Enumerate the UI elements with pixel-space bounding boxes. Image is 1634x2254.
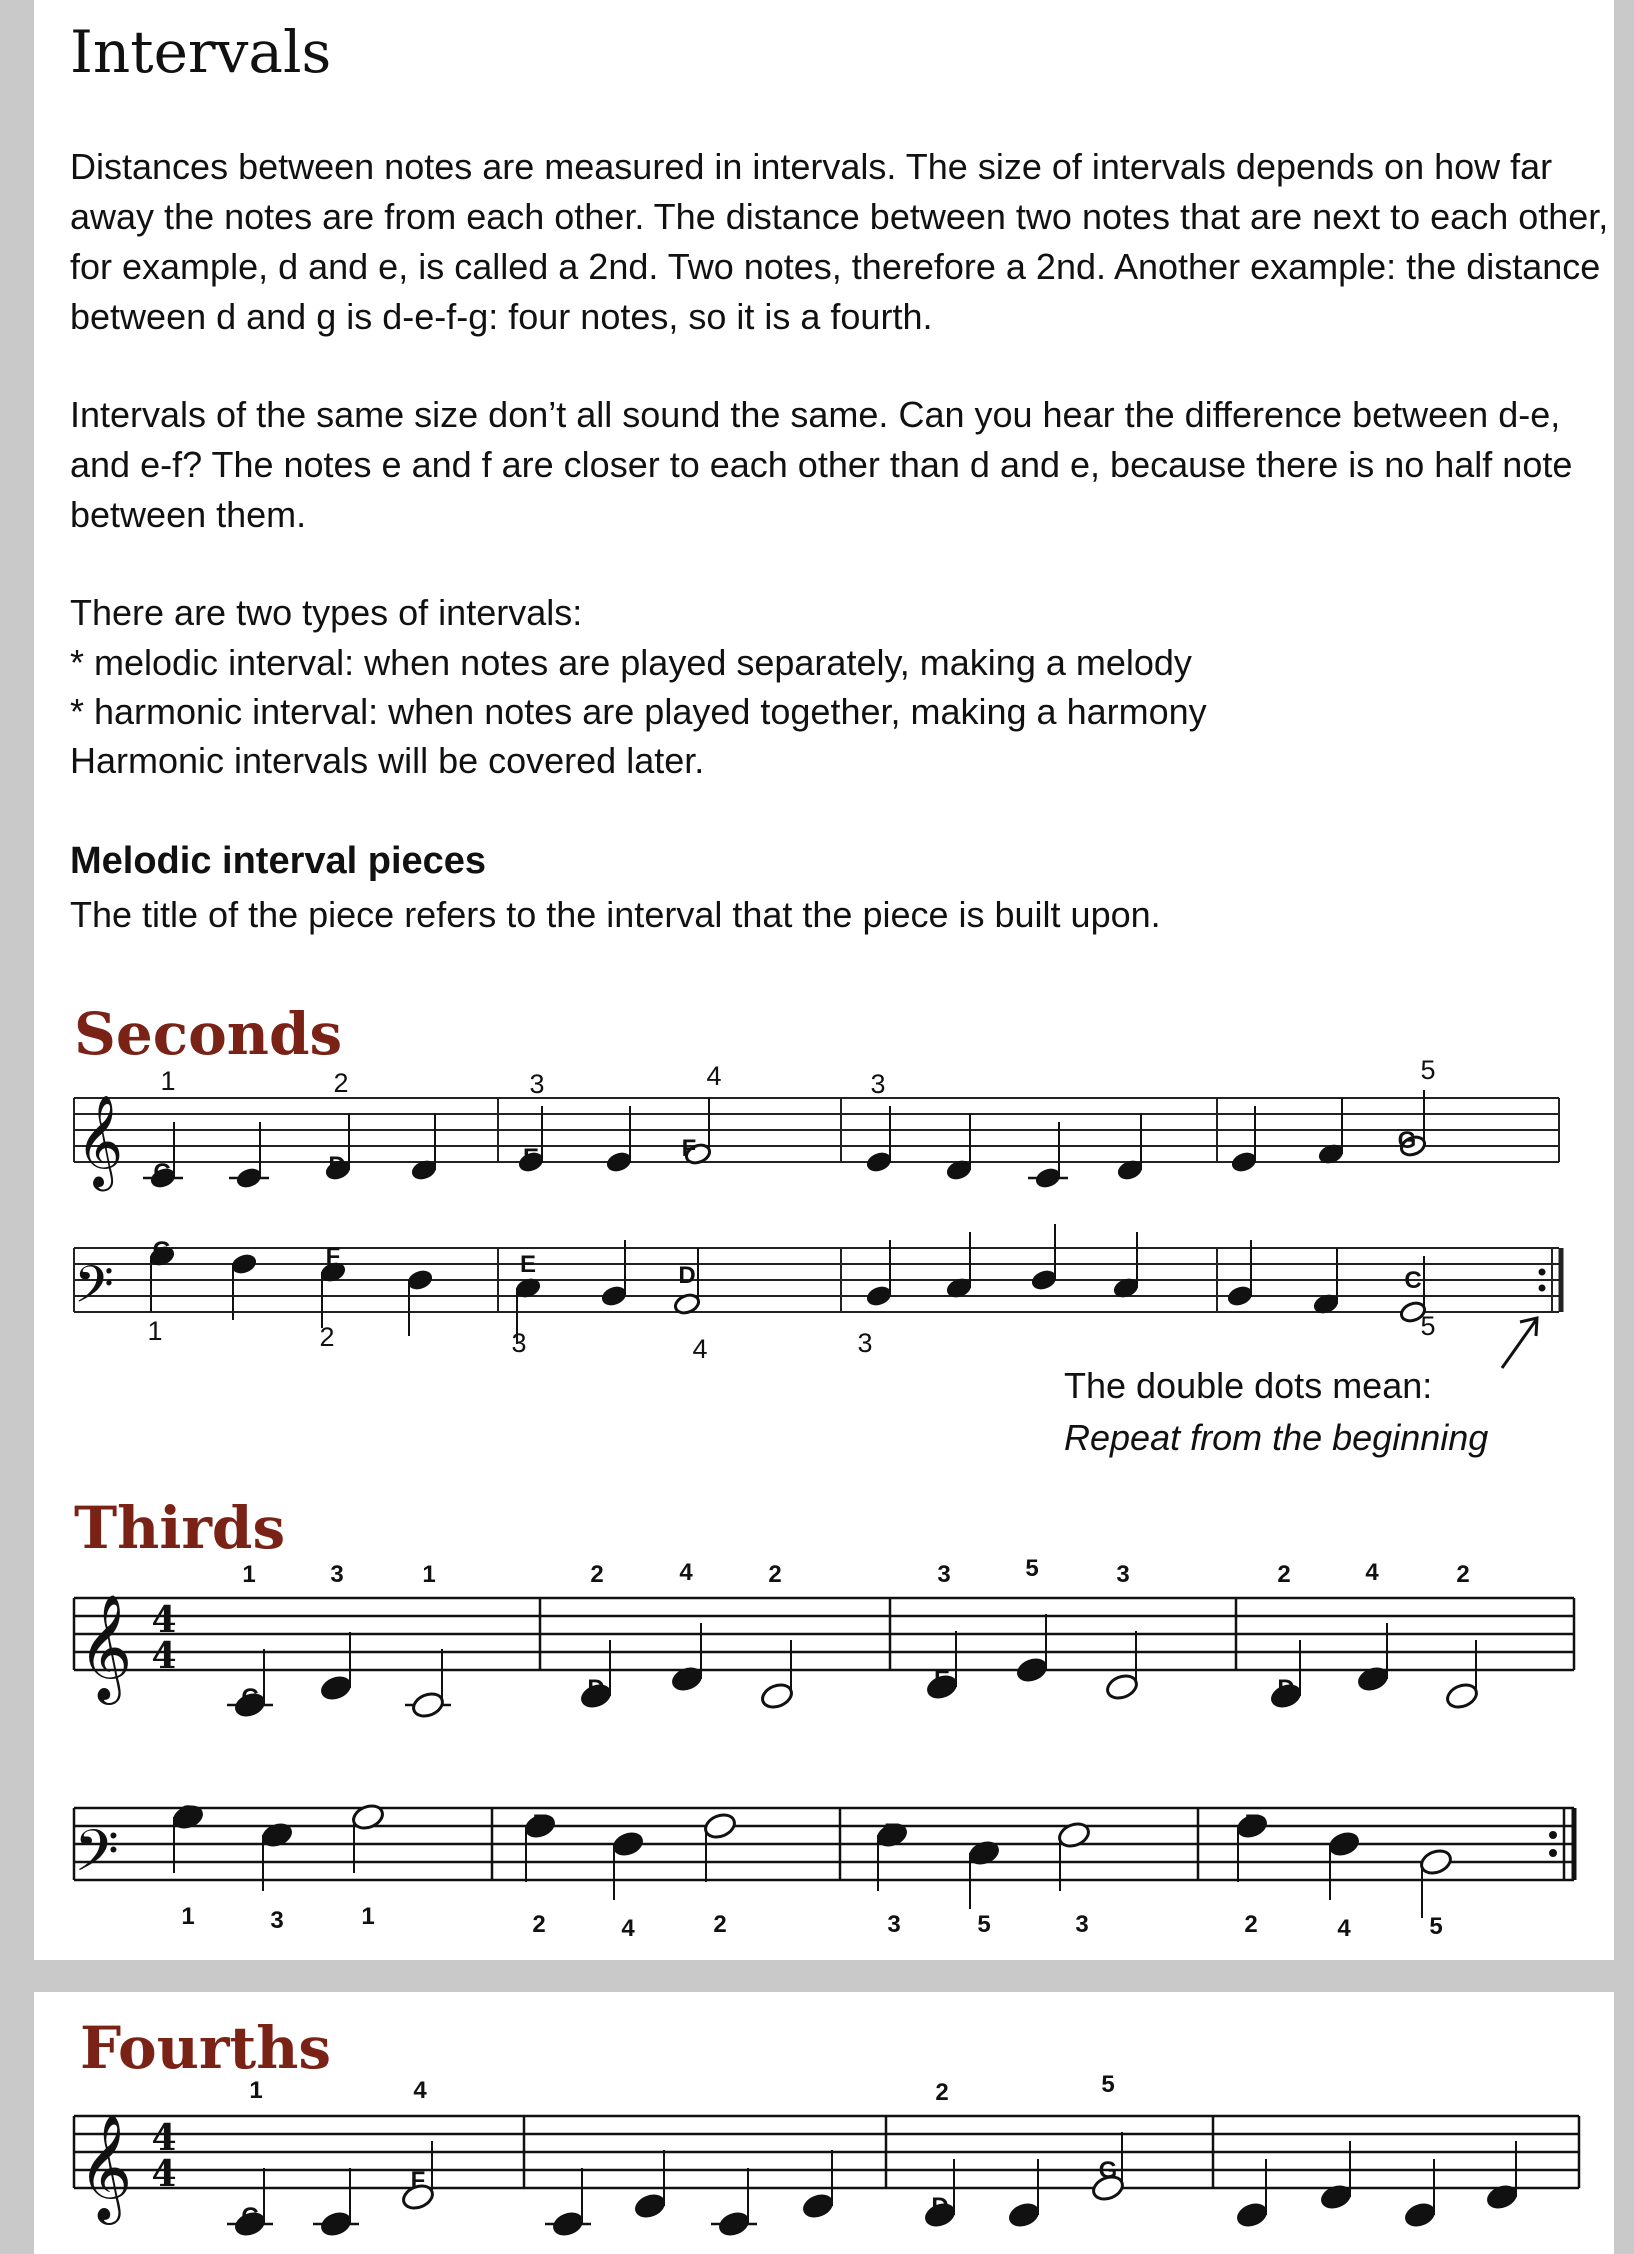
treble-note-label: C bbox=[241, 1684, 259, 1711]
treble-note-label: G bbox=[1397, 1127, 1417, 1154]
note-head bbox=[1006, 2200, 1041, 2230]
time-signature: 4 bbox=[151, 1635, 177, 1677]
repeat-dot bbox=[1549, 1831, 1557, 1839]
finger-number: 1 bbox=[160, 1066, 176, 1096]
treble-note-label: F bbox=[681, 1135, 697, 1162]
finger-number: 5 bbox=[1429, 1913, 1443, 1940]
finger-number: 5 bbox=[1025, 1555, 1039, 1582]
note-head bbox=[1104, 1672, 1139, 1702]
note-head bbox=[230, 1252, 258, 1276]
time-signature: 4 bbox=[151, 1599, 177, 1641]
repeat-note-line1: The double dots mean: bbox=[1064, 1365, 1433, 1406]
finger-number: 2 bbox=[590, 1561, 604, 1588]
note-head bbox=[966, 1838, 1001, 1868]
treble-clef-icon: 𝄞 bbox=[76, 1094, 124, 1187]
finger-number: 1 bbox=[422, 1561, 436, 1588]
bass-note-label: F bbox=[1244, 1810, 1260, 1837]
note-head bbox=[235, 1166, 263, 1190]
note-head bbox=[716, 2209, 751, 2239]
finger-number: 2 bbox=[1456, 1561, 1470, 1588]
thirds-treble-staff bbox=[74, 1598, 1574, 1670]
treble-note-label: F bbox=[410, 2167, 426, 2194]
finger-number: 3 bbox=[1075, 1911, 1089, 1938]
repeat-note-italic: Repeat from the beginning bbox=[1064, 1417, 1489, 1458]
note-head bbox=[406, 1268, 434, 1292]
pieces-heading: Melodic interval pieces bbox=[70, 840, 487, 882]
note-head bbox=[632, 2191, 667, 2221]
finger-number: 3 bbox=[270, 1907, 284, 1934]
finger-number: 2 bbox=[333, 1068, 349, 1098]
finger-number: 2 bbox=[935, 2079, 949, 2106]
bass-note-label: D bbox=[678, 1262, 696, 1289]
finger-number: 4 bbox=[679, 1559, 693, 1586]
arrow-icon bbox=[1502, 1318, 1537, 1368]
bass-note-label: E bbox=[519, 1251, 537, 1278]
treble-note-label: D bbox=[1277, 1675, 1295, 1702]
finger-number: 3 bbox=[1116, 1561, 1130, 1588]
piece-title-thirds: Thirds bbox=[74, 1494, 286, 1562]
types-intro: There are two types of intervals: bbox=[70, 592, 583, 633]
finger-number: 1 bbox=[249, 2077, 263, 2104]
finger-number: 4 bbox=[1365, 1559, 1379, 1586]
time-signature: 4 bbox=[151, 2117, 177, 2159]
bass-note-label: G bbox=[178, 1801, 198, 1828]
note-head bbox=[259, 1820, 294, 1850]
finger-number: 3 bbox=[330, 1561, 344, 1588]
treble-note-label: E bbox=[522, 1144, 540, 1171]
bass-note-label: C bbox=[1404, 1267, 1422, 1294]
pieces-description: The title of the piece refers to the interval that the piece is built upon. bbox=[70, 894, 1161, 935]
note-head bbox=[350, 1802, 385, 1832]
paragraph-1: Distances between notes are measured in intervals. The size of intervals depends on how far away the notes are from each other. The distance between two notes that are next to each other, for example, d and e, is called a 2nd. Two notes, therefore a 2nd. Another example: the distance between d and g is d-e-f-g: four notes, so it is a fourth. bbox=[70, 146, 1609, 337]
bass-clef-icon: 𝄢 bbox=[74, 1817, 120, 1899]
finger-number: 3 bbox=[529, 1069, 545, 1099]
finger-number: 3 bbox=[887, 1911, 901, 1938]
finger-number: 1 bbox=[242, 1561, 256, 1588]
paragraph-2: Intervals of the same size don’t all sound the same. Can you hear the difference between d-e, and e-f? The notes e and f are closer to each other than d and e, because there is no half note between them. bbox=[70, 394, 1573, 535]
treble-note-label: E bbox=[933, 1666, 951, 1693]
note-head bbox=[1326, 1829, 1361, 1859]
fourths-treble-staff bbox=[74, 2116, 1579, 2188]
bass-note-label: F bbox=[325, 1243, 341, 1270]
note-head bbox=[1230, 1150, 1258, 1174]
bass-note-label: E bbox=[883, 1819, 901, 1846]
bass-clef-icon: 𝄢 bbox=[74, 1254, 114, 1327]
finger-number: 2 bbox=[1277, 1561, 1291, 1588]
repeat-note-line2 bbox=[1064, 1412, 1488, 1464]
treble-note-label: D bbox=[587, 1675, 605, 1702]
note-head bbox=[1014, 1655, 1049, 1685]
note-head bbox=[1034, 1166, 1062, 1190]
note-head bbox=[610, 1829, 645, 1859]
repeat-dot bbox=[1539, 1269, 1546, 1276]
finger-number: 3 bbox=[870, 1069, 886, 1099]
finger-number: 5 bbox=[1420, 1311, 1436, 1341]
finger-number: 3 bbox=[937, 1561, 951, 1588]
note-head bbox=[1484, 2182, 1519, 2212]
treble-clef-icon: 𝄞 bbox=[78, 1593, 133, 1700]
note-head bbox=[600, 1284, 628, 1308]
repeat-dot bbox=[1549, 1849, 1557, 1857]
piece-title-fourths: Fourths bbox=[80, 2014, 332, 2082]
note-head bbox=[702, 1811, 737, 1841]
note-head bbox=[800, 2191, 835, 2221]
finger-number: 5 bbox=[977, 1911, 991, 1938]
note-head bbox=[759, 1681, 794, 1711]
page-title: Intervals bbox=[70, 18, 332, 86]
note-head bbox=[1418, 1847, 1453, 1877]
note-head bbox=[1056, 1820, 1091, 1850]
note-head bbox=[410, 1690, 445, 1720]
repeat-explanation bbox=[1064, 1360, 1488, 1464]
finger-number: 4 bbox=[413, 2077, 427, 2104]
types-harmonic: * harmonic interval: when notes are played together, making a harmony bbox=[70, 691, 1207, 732]
finger-number: 2 bbox=[768, 1561, 782, 1588]
finger-number: 4 bbox=[1337, 1915, 1351, 1942]
fourths-score bbox=[34, 1992, 1614, 2254]
treble-note-label: D bbox=[931, 2193, 949, 2220]
note-head bbox=[1402, 2200, 1437, 2230]
piece-title-seconds: Seconds bbox=[74, 1000, 343, 1068]
types-melodic: * melodic interval: when notes are played separately, making a melody bbox=[70, 642, 1192, 683]
bass-note-label: G bbox=[152, 1237, 172, 1264]
note-head bbox=[865, 1284, 893, 1308]
note-head bbox=[318, 2209, 353, 2239]
bass-note-label: F bbox=[532, 1810, 548, 1837]
finger-number: 3 bbox=[857, 1328, 873, 1358]
finger-number: 5 bbox=[1420, 1055, 1436, 1085]
thirds-score bbox=[34, 1555, 1614, 1960]
repeat-dot bbox=[1539, 1285, 1546, 1292]
finger-number: 4 bbox=[621, 1915, 635, 1942]
finger-number: 3 bbox=[511, 1328, 527, 1358]
finger-number: 2 bbox=[713, 1911, 727, 1938]
note-head bbox=[550, 2209, 585, 2239]
finger-number: 2 bbox=[319, 1322, 335, 1352]
types-later: Harmonic intervals will be covered later. bbox=[70, 740, 705, 781]
note-head bbox=[318, 1673, 353, 1703]
treble-note-label: G bbox=[1098, 2157, 1118, 2184]
note-head bbox=[865, 1150, 893, 1174]
note-head bbox=[1318, 2182, 1353, 2212]
note-head bbox=[1030, 1268, 1058, 1292]
time-signature: 4 bbox=[151, 2153, 177, 2195]
finger-number: 2 bbox=[1244, 1911, 1258, 1938]
page-2 bbox=[34, 1992, 1614, 2254]
page-1 bbox=[34, 0, 1614, 1960]
finger-number: 1 bbox=[181, 1903, 195, 1930]
finger-number: 1 bbox=[361, 1903, 375, 1930]
note-head bbox=[605, 1150, 633, 1174]
note-head bbox=[1234, 2200, 1269, 2230]
finger-number: 1 bbox=[147, 1316, 163, 1346]
finger-number: 5 bbox=[1101, 2071, 1115, 2098]
note-head bbox=[1444, 1681, 1479, 1711]
treble-note-label: C bbox=[153, 1159, 171, 1186]
finger-number: 4 bbox=[692, 1334, 708, 1364]
note-head bbox=[669, 1664, 704, 1694]
finger-number: 4 bbox=[706, 1061, 722, 1091]
treble-note-label: C bbox=[241, 2203, 259, 2230]
note-head bbox=[1226, 1284, 1254, 1308]
seconds-score bbox=[34, 1050, 1614, 1390]
treble-clef-icon: 𝄞 bbox=[78, 2113, 133, 2220]
note-head bbox=[1355, 1664, 1390, 1694]
treble-note-label: D bbox=[328, 1152, 346, 1179]
finger-number: 2 bbox=[532, 1911, 546, 1938]
